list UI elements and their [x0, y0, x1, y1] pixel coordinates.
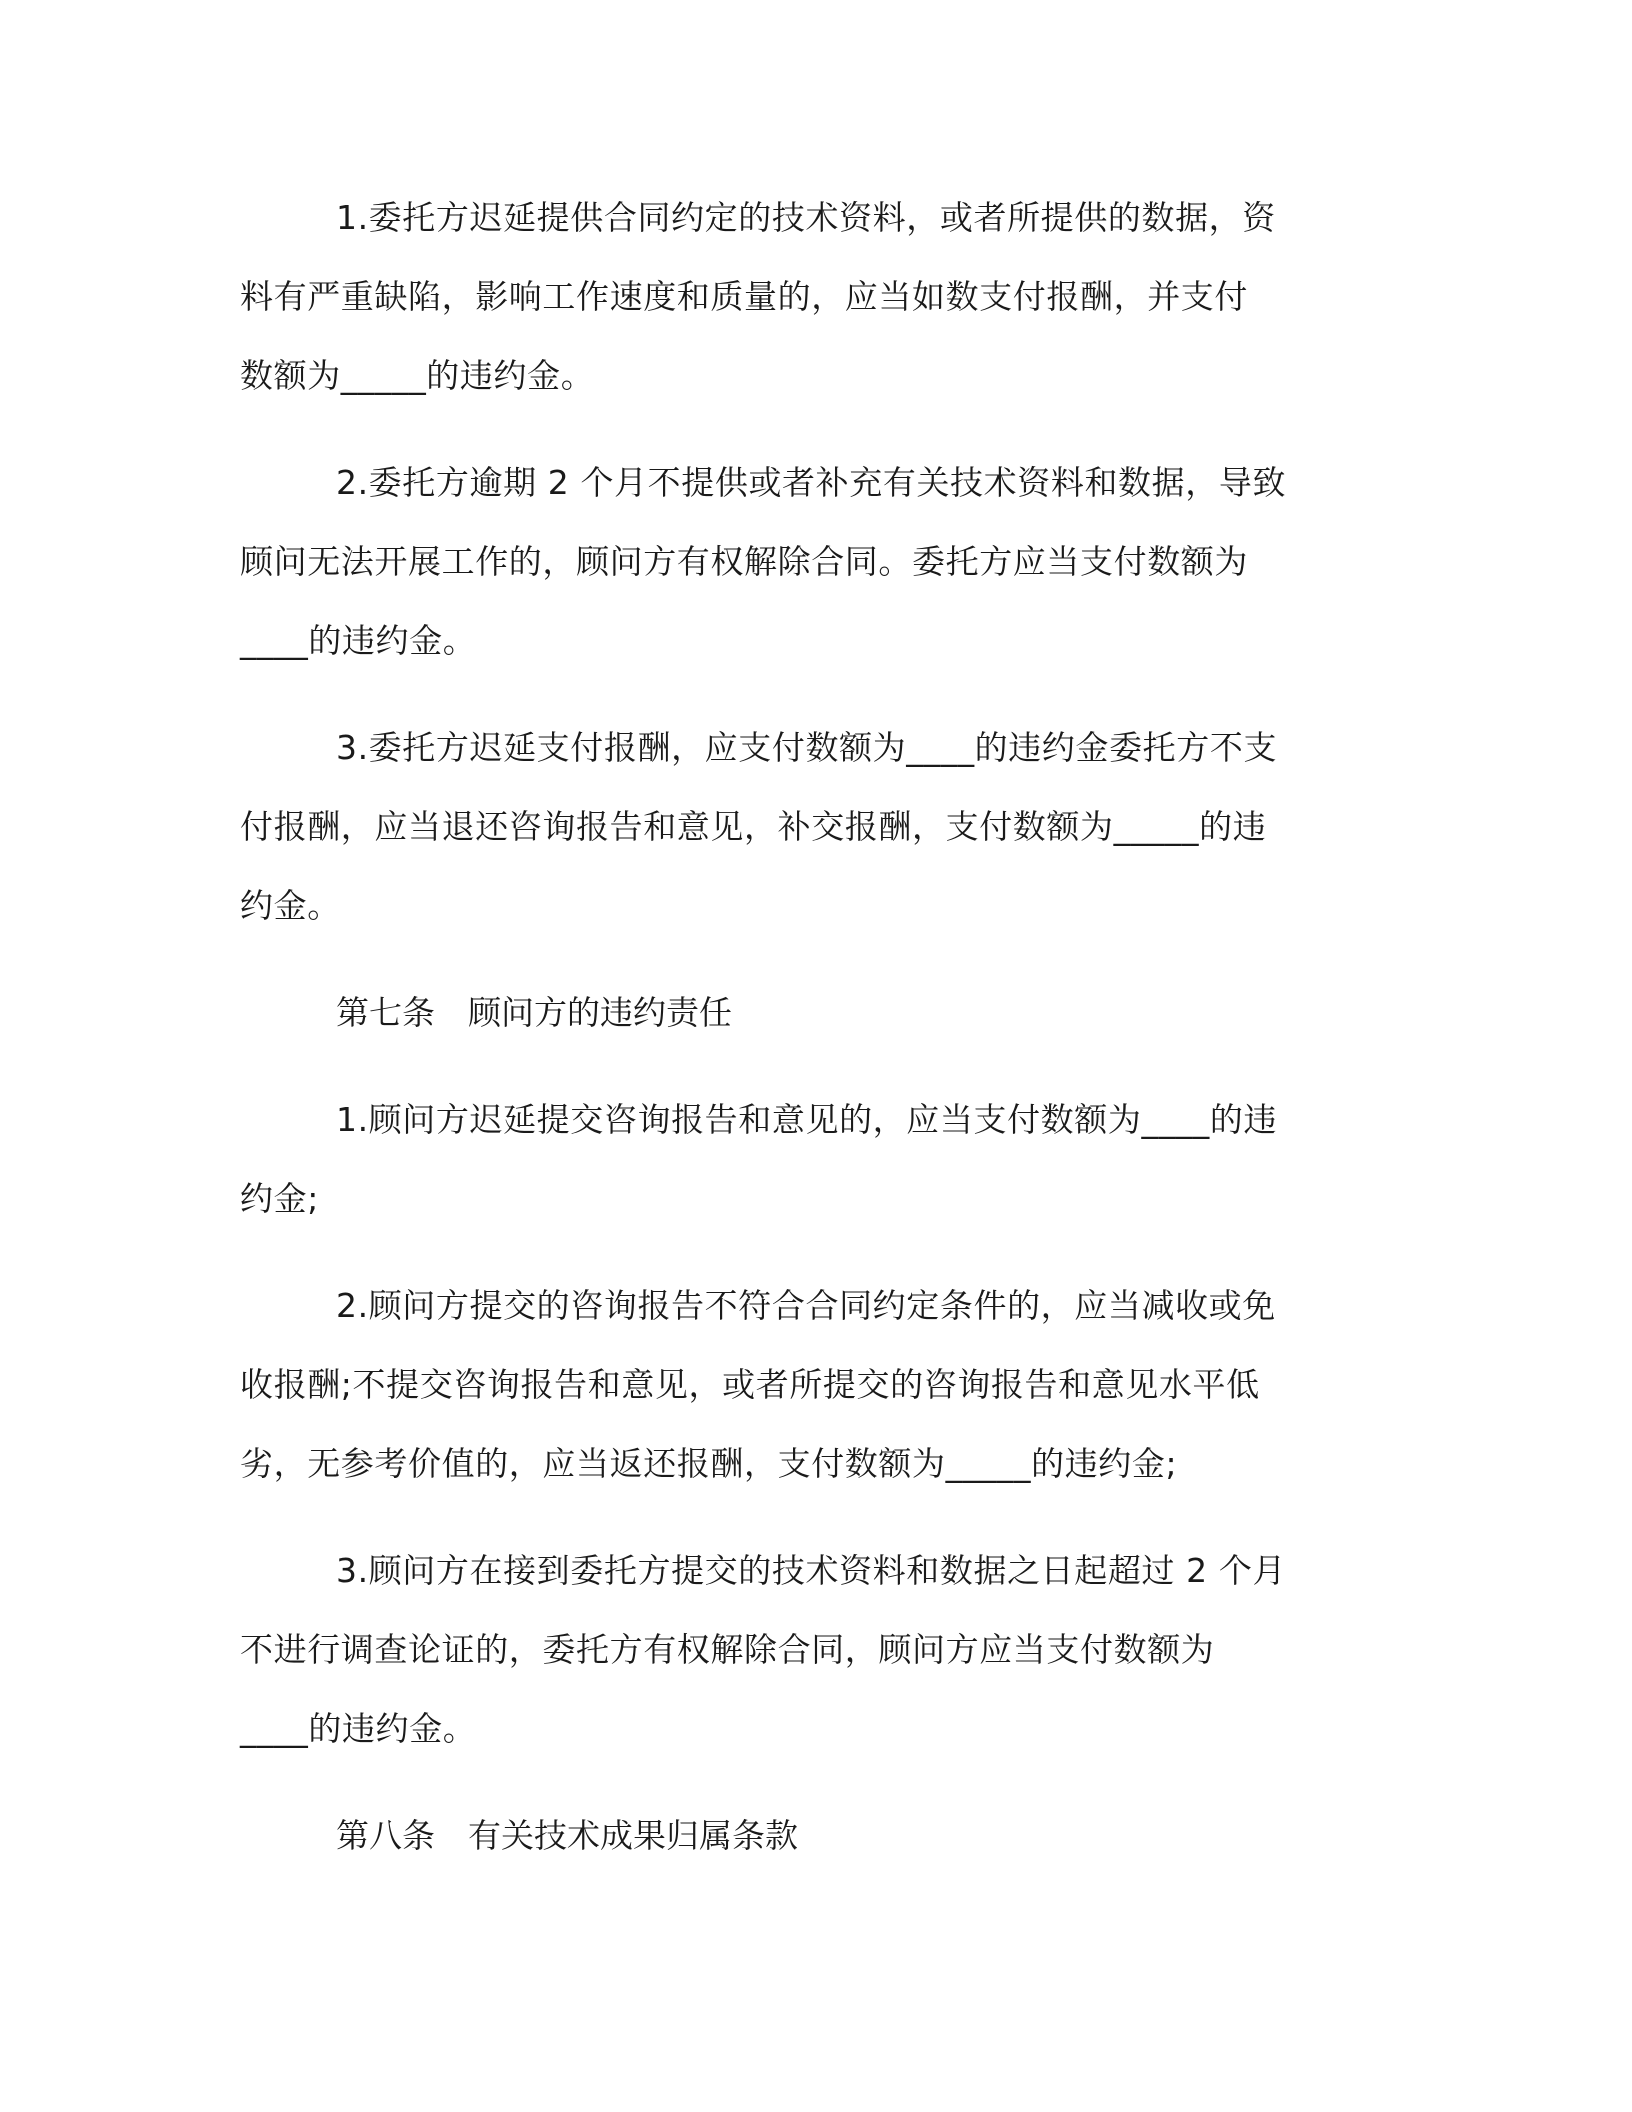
document-page — [240, 178, 1388, 1903]
text-line: 2.顾问方提交的咨询报告不符合合同约定条件的，应当减收或免 — [336, 1286, 1276, 1325]
text-line: 1.委托方迟延提供合同约定的技术资料，或者所提供的数据，资 — [336, 198, 1276, 237]
text-line: 顾问无法开展工作的，顾问方有权解除合同。委托方应当支付数额为 — [240, 542, 1248, 581]
text-line: 数额为_____的违约金。 — [240, 356, 595, 395]
text-line: 3.委托方迟延支付报酬，应支付数额为____的违约金委托方不支 — [336, 728, 1278, 767]
text-line: 付报酬，应当退还咨询报告和意见，补交报酬，支付数额为_____的违 — [240, 807, 1267, 846]
clause-paragraph-1 — [240, 178, 1388, 415]
text-line: 约金。 — [240, 886, 341, 925]
text-line: 劣，无参考价值的，应当返还报酬，支付数额为_____的违约金; — [240, 1444, 1178, 1483]
text-line: 2.委托方逾期 2 个月不提供或者补充有关技术资料和数据，导致 — [336, 463, 1287, 502]
text-line: 收报酬;不提交咨询报告和意见，或者所提交的咨询报告和意见水平低 — [240, 1365, 1260, 1404]
text-line: 3.顾问方在接到委托方提交的技术资料和数据之日起超过 2 个月 — [336, 1551, 1287, 1590]
text-line: ____的违约金。 — [240, 1709, 477, 1748]
text-line: 不进行调查论证的，委托方有权解除合同，顾问方应当支付数额为 — [240, 1630, 1215, 1669]
article-heading-8: 第八条 有关技术成果归属条款 — [336, 1816, 798, 1855]
clause-paragraph-3 — [240, 708, 1388, 945]
article-heading-7: 第七条 顾问方的违约责任 — [336, 993, 732, 1032]
text-line: ____的违约金。 — [240, 621, 477, 660]
clause-paragraph-2 — [240, 443, 1388, 680]
clause-paragraph-6 — [240, 1531, 1388, 1768]
text-line: 料有严重缺陷，影响工作速度和质量的，应当如数支付报酬，并支付 — [240, 277, 1248, 316]
text-line: 1.顾问方迟延提交咨询报告和意见的，应当支付数额为____的违 — [336, 1100, 1278, 1139]
clause-paragraph-5 — [240, 1266, 1388, 1503]
text-line: 约金; — [240, 1179, 319, 1218]
clause-paragraph-4 — [240, 1080, 1388, 1238]
